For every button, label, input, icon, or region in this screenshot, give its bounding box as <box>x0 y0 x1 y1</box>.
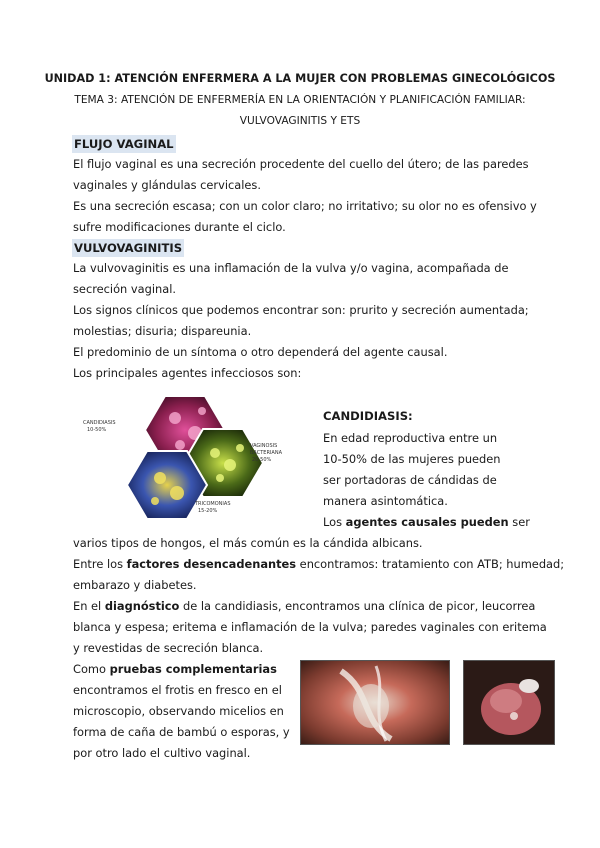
diagnosis-line <box>73 596 535 617</box>
tests-line: forma de caña de bambú o esporas, y <box>73 725 290 739</box>
agents-post: ser <box>508 515 530 529</box>
candidiasis-heading: CANDIDIASIS: <box>323 409 413 423</box>
label-vaginosis-2: BACTERIANA <box>250 450 282 456</box>
vulvo-line: secreción vaginal. <box>73 282 176 296</box>
factors-pre: Entre los <box>73 557 127 571</box>
clinical-photo-glans <box>463 660 555 745</box>
agents-line-2: varios tipos de hongos, el más común es la cándida albicans. <box>73 536 423 550</box>
vulvo-line: La vulvovaginitis es una inflamación de la vulva y/o vagina, acompañada de <box>73 261 509 275</box>
label-candidiasis: CANDIDIASIS <box>83 420 116 426</box>
agents-line <box>323 515 530 529</box>
tests-line: encontramos el frotis en fresco en el <box>73 683 282 697</box>
candidiasis-side-line: manera asintomática. <box>323 494 448 508</box>
topic-line-2: VULVOVAGINITIS Y ETS <box>239 115 361 127</box>
diag-bold: diagnóstico <box>104 599 180 613</box>
vulvo-line: Los signos clínicos que podemos encontrar son: prurito y secreción aumentada; <box>73 303 529 317</box>
factors-line <box>73 554 564 575</box>
diag-pre: En el <box>73 599 105 613</box>
candidiasis-side-line: 10-50% de las mujeres pueden <box>323 452 501 466</box>
tests-line <box>73 659 277 680</box>
hexagon-diagram <box>80 393 305 523</box>
flujo-line: El flujo vaginal es una secreción procedente del cuello del útero; de las paredes <box>73 157 529 171</box>
flujo-line: sufre modificaciones durante el ciclo. <box>73 220 286 234</box>
pct-vaginosis: 20-50% <box>252 457 272 463</box>
vulvo-line: Los principales agentes infecciosos son: <box>73 366 302 380</box>
pct-tricomonias: 15-20% <box>198 508 218 514</box>
factors-bold: factores desencadenantes <box>126 557 297 571</box>
vulvo-line: El predominio de un síntoma o otro dependerá del agente causal. <box>73 345 448 359</box>
vulvo-line: molestias; disuria; dispareunia. <box>73 324 252 338</box>
infectious-agents-figure <box>80 393 305 523</box>
factors-post: encontramos: tratamiento con ATB; humedad; <box>296 557 565 571</box>
tests-bold: pruebas complementarias <box>109 662 277 676</box>
section-heading-flujo: FLUJO VAGINAL <box>74 137 174 151</box>
topic-line-1: TEMA 3: ATENCIÓN DE ENFERMERÍA EN LA ORIENTACIÓN Y PLANIFICACIÓN FAMILIAR: <box>74 94 526 106</box>
flujo-line: Es una secreción escasa; con un color claro; no irritativo; su olor no es ofensivo y <box>73 199 537 213</box>
candidiasis-side-line: ser portadoras de cándidas de <box>323 473 497 487</box>
label-vaginosis: VAGINOSIS <box>250 443 278 449</box>
label-tricomonias: TRICOMONIAS <box>195 501 231 507</box>
agents-bold: agentes causales pueden <box>345 515 509 529</box>
clinical-photo-vulva <box>300 660 450 745</box>
candidiasis-side-line: En edad reproductiva entre un <box>323 431 498 445</box>
flujo-line: vaginales y glándulas cervicales. <box>73 178 261 192</box>
diagnosis-line-2: blanca y espesa; eritema e inflamación de la vulva; paredes vaginales con eritema <box>73 620 547 634</box>
diagnosis-line-3: y revestidas de secreción blanca. <box>73 641 264 655</box>
factors-line-2: embarazo y diabetes. <box>73 578 197 592</box>
agents-pre: Los <box>323 515 346 529</box>
diag-post: de la candidiasis, encontramos una clínica de picor, leucorrea <box>179 599 536 613</box>
tests-line: por otro lado el cultivo vaginal. <box>73 746 251 760</box>
pct-candidiasis: 10-50% <box>87 427 107 433</box>
tests-pre: Como <box>73 662 110 676</box>
section-heading-vulvovaginitis: VULVOVAGINITIS <box>74 241 183 255</box>
tests-line: microscopio, observando micelios en <box>73 704 284 718</box>
unit-title: UNIDAD 1: ATENCIÓN ENFERMERA A LA MUJER CON PROBLEMAS GINECOLÓGICOS <box>44 72 556 85</box>
